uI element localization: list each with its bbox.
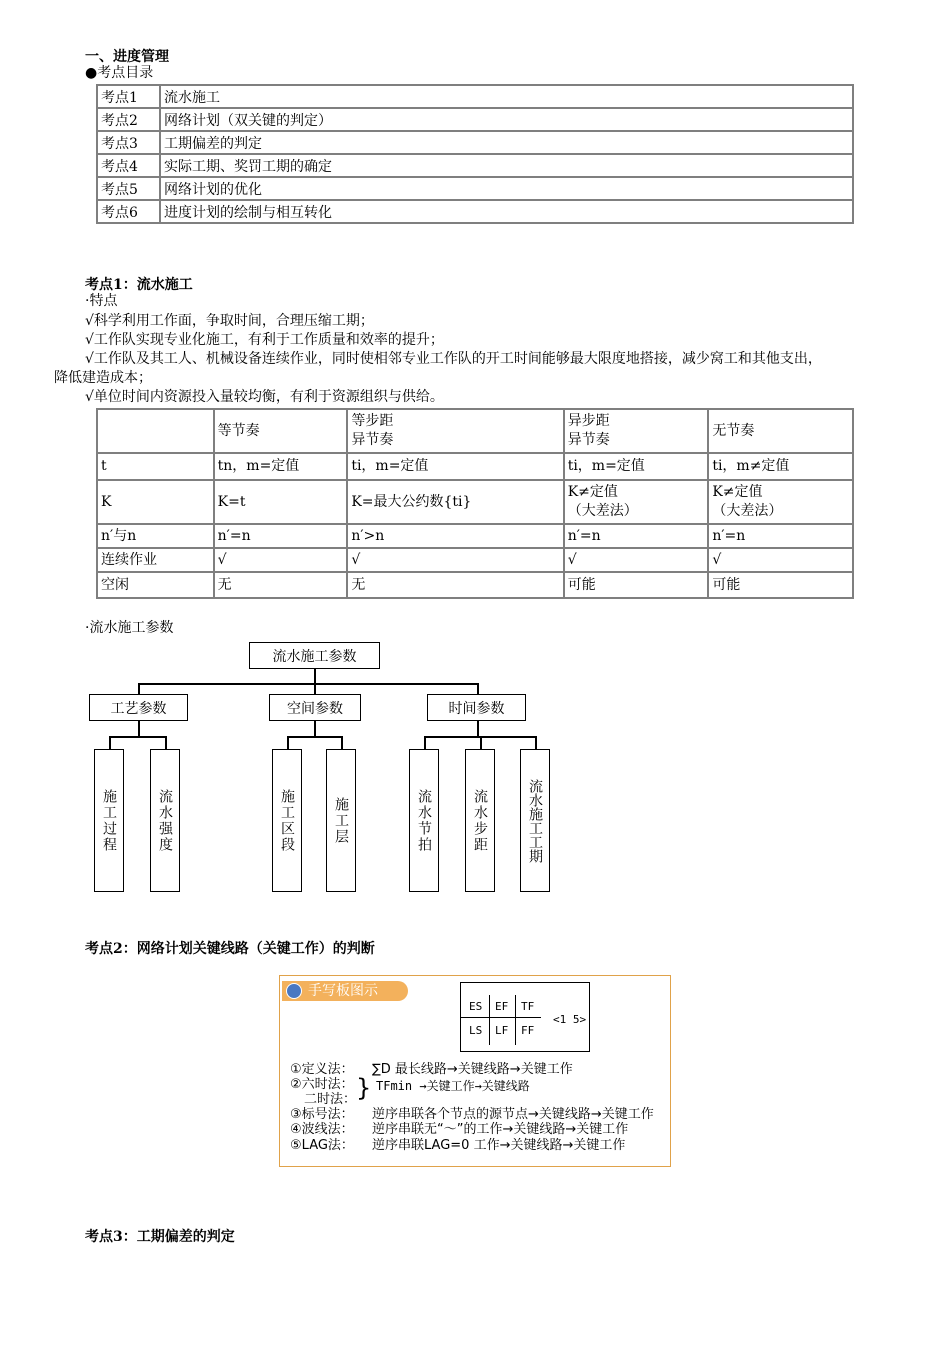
- kp1-title: 考点1：流水施工: [85, 277, 193, 293]
- table-row: [97, 572, 853, 598]
- toc-key: 考点2: [97, 108, 160, 131]
- feature-heading: ·特点: [85, 293, 118, 309]
- table-cell: K≠定值 （大差法）: [708, 480, 853, 524]
- toc-row: [97, 200, 853, 223]
- handwriting-title: 手写板图示: [282, 981, 408, 1001]
- table-cell: √: [564, 548, 709, 572]
- node-note: <1 5>: [553, 1013, 587, 1026]
- header-cell: 等节奏: [214, 409, 348, 453]
- row-label: K: [97, 480, 214, 524]
- pen-icon: [286, 983, 302, 999]
- feature-item: √工作队实现专业化施工，有利于工作质量和效率的提升；: [85, 332, 444, 348]
- method-text: ∑D 最长线路→关键线路→关键工作: [372, 1062, 573, 1077]
- method-label: 二时法：: [304, 1092, 357, 1107]
- tree-group: 工艺参数: [89, 694, 188, 721]
- method-label: ①定义法：: [290, 1062, 354, 1077]
- table-cell: 可能: [708, 572, 853, 598]
- table-cell: ti，m=定值: [564, 453, 709, 480]
- table-cell: 无: [347, 572, 563, 598]
- table-header-row: [97, 409, 853, 453]
- toc-heading: ●考点目录: [85, 65, 154, 81]
- toc-value: 实际工期、奖罚工期的确定: [160, 154, 853, 177]
- toc-value: 工期偏差的判定: [160, 131, 853, 154]
- table-row: [97, 480, 853, 524]
- comparison-table: [96, 408, 854, 599]
- toc-key: 考点4: [97, 154, 160, 177]
- header-cell: [97, 409, 214, 453]
- header-cell: 等步距 异节奏: [347, 409, 563, 453]
- table-cell: ti，m=定值: [347, 453, 563, 480]
- toc-key: 考点6: [97, 200, 160, 223]
- handwriting-board: [279, 975, 671, 1167]
- toc-value: 网络计划（双关键的判定）: [160, 108, 853, 131]
- header-cell: 无节奏: [708, 409, 853, 453]
- toc-table: [96, 84, 854, 224]
- tree-leaf: 流水步距: [465, 749, 495, 892]
- table-cell: ti，m≠定值: [708, 453, 853, 480]
- feature-item-cont: 降低建造成本；: [54, 370, 152, 386]
- row-label: 连续作业: [97, 548, 214, 572]
- row-label: 空闲: [97, 572, 214, 598]
- table-cell: √: [708, 548, 853, 572]
- method-text: 逆序串联各个节点的源节点→关键线路→关键工作: [372, 1107, 654, 1122]
- tree-leaf: 施工过程: [94, 749, 124, 892]
- node-cell: LF: [495, 1024, 509, 1037]
- node-cell: TF: [521, 1000, 535, 1013]
- table-cell: tn，m=定值: [214, 453, 348, 480]
- kp3-title: 考点3：工期偏差的判定: [85, 1229, 235, 1245]
- param-heading: ·流水施工参数: [85, 620, 174, 636]
- row-label: n′与n: [97, 524, 214, 548]
- table-cell: K=最大公约数{ti}: [347, 480, 563, 524]
- toc-value: 网络计划的优化: [160, 177, 853, 200]
- tree-leaf: 施工区段: [272, 749, 302, 892]
- table-row: [97, 524, 853, 548]
- table-row: [97, 453, 853, 480]
- node-diagram: [460, 982, 590, 1052]
- toc-key: 考点3: [97, 131, 160, 154]
- table-row: [97, 548, 853, 572]
- table-cell: K≠定值 （大差法）: [564, 480, 709, 524]
- toc-key: 考点5: [97, 177, 160, 200]
- method-text: 逆序串联LAG=0 工作→关键线路→关键工作: [372, 1138, 626, 1153]
- tree-group: 时间参数: [427, 694, 526, 721]
- tree-root: 流水施工参数: [249, 642, 380, 669]
- table-cell: n′>n: [347, 524, 563, 548]
- section-title: 一、进度管理: [85, 49, 169, 65]
- table-cell: K=t: [214, 480, 348, 524]
- table-cell: √: [214, 548, 348, 572]
- node-cell: FF: [521, 1024, 535, 1037]
- method-text: 逆序串联无“～”的工作→关键线路→关键工作: [372, 1122, 629, 1137]
- tree-leaf: 施工层: [326, 749, 356, 892]
- table-cell: 可能: [564, 572, 709, 598]
- tree-group: 空间参数: [269, 694, 361, 721]
- feature-item: √单位时间内资源投入量较均衡，有利于资源组织与供给。: [85, 389, 444, 405]
- node-cell: LS: [469, 1024, 483, 1037]
- row-label: t: [97, 453, 214, 480]
- method-label: ⑤LAG法：: [290, 1138, 354, 1153]
- table-cell: n′=n: [564, 524, 709, 548]
- toc-row: [97, 154, 853, 177]
- node-cell: ES: [469, 1000, 483, 1013]
- toc-row: [97, 85, 853, 108]
- toc-row: [97, 177, 853, 200]
- toc-row: [97, 108, 853, 131]
- feature-item: √科学利用工作面，争取时间，合理压缩工期；: [85, 313, 374, 329]
- header-cell: 异步距 异节奏: [564, 409, 709, 453]
- toc-value: 流水施工: [160, 85, 853, 108]
- tree-leaf: 流水施工工期: [520, 749, 550, 892]
- toc-value: 进度计划的绘制与相互转化: [160, 200, 853, 223]
- method-text: TFmin →关键工作→关键线路: [376, 1079, 530, 1093]
- tree-leaf: 流水节拍: [409, 749, 439, 892]
- tree-leaf: 流水强度: [150, 749, 180, 892]
- method-label: ②六时法：: [290, 1077, 354, 1092]
- brace-icon: }: [356, 1074, 372, 1102]
- table-cell: n′=n: [708, 524, 853, 548]
- toc-key: 考点1: [97, 85, 160, 108]
- method-label: ④波线法：: [290, 1122, 354, 1137]
- table-cell: 无: [214, 572, 348, 598]
- feature-item: √工作队及其工人、机械设备连续作业，同时使相邻专业工作队的开工时间能够最大限度地搭接，减少窝工和其他支出，: [85, 351, 822, 367]
- method-label: ③标号法：: [290, 1107, 354, 1122]
- node-cell: EF: [495, 1000, 509, 1013]
- table-cell: √: [347, 548, 563, 572]
- kp2-title: 考点2：网络计划关键线路（关键工作）的判断: [85, 941, 375, 957]
- table-cell: n′=n: [214, 524, 348, 548]
- toc-row: [97, 131, 853, 154]
